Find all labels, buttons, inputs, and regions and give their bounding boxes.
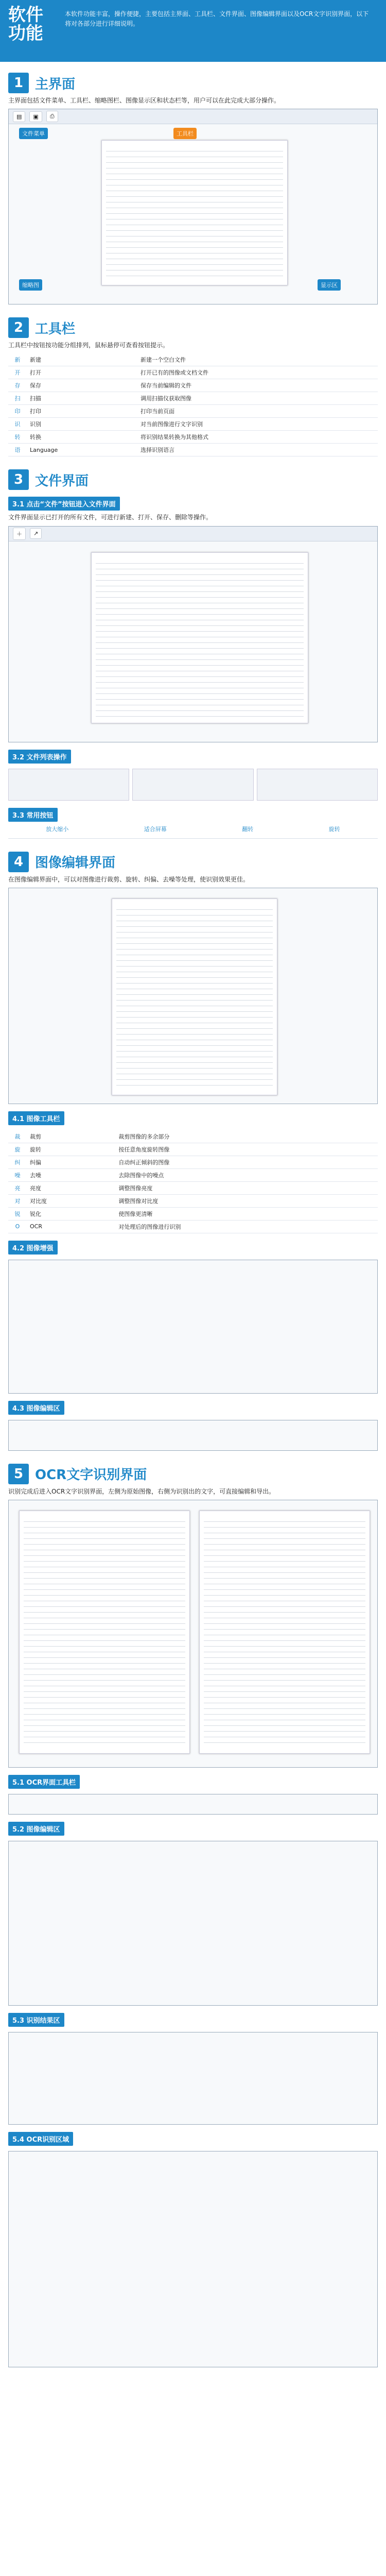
item-icon: 转 <box>8 431 27 444</box>
section-title-text: 文件界面 <box>35 473 89 489</box>
ocr-toolbar-screenshot <box>8 1794 378 1815</box>
section-title-text: 图像编辑界面 <box>35 855 116 871</box>
item-desc: 保存当前编辑的文件 <box>137 379 378 392</box>
section-main-desc: 主界面包括文件菜单、工具栏、缩略图栏、图像显示区和状态栏等，用户可以在此完成大部分操作。 <box>8 97 280 104</box>
callout-menu: 文件菜单 <box>19 128 48 139</box>
item-icon: 裁 <box>8 1130 27 1143</box>
brand-line2: 功能 <box>8 23 43 44</box>
sub-heading: 3.1 点击“文件”按钮进入文件界面 <box>8 497 120 511</box>
item-desc: 裁剪图像的多余部分 <box>115 1130 378 1143</box>
sub-heading: 4.1 图像工具栏 <box>8 1111 64 1125</box>
ocr-result-screenshot <box>8 2032 378 2125</box>
list-item <box>8 1194 378 1207</box>
item-desc: 调整图像亮度 <box>115 1181 378 1194</box>
item-label: 新建 <box>27 353 137 366</box>
label: 适合屏幕 <box>144 825 167 833</box>
item-desc: 自动纠正倾斜的图像 <box>115 1156 378 1168</box>
section-main-title <box>0 70 386 96</box>
section-title-text: 工具栏 <box>35 321 76 337</box>
section-ocr-title <box>0 1461 386 1487</box>
recognized-text <box>199 1511 370 1754</box>
item-label: 旋转 <box>27 1143 115 1156</box>
item-icon: 识 <box>8 418 27 431</box>
list-item <box>8 405 378 418</box>
item-label: 打开 <box>27 366 137 379</box>
item-label: 打印 <box>27 405 137 418</box>
section-number: 3 <box>8 469 29 490</box>
toolbar-list <box>8 353 378 456</box>
item-desc: 调用扫描仪获取图像 <box>137 392 378 405</box>
document-preview <box>101 140 288 285</box>
sub-heading: 4.3 图像编辑区 <box>8 1401 64 1415</box>
label: 翻转 <box>242 825 254 833</box>
item-icon: 存 <box>8 379 27 392</box>
item-icon: 对 <box>8 1194 27 1207</box>
ocr-screenshot <box>8 1500 378 1768</box>
header <box>0 0 386 62</box>
file-screenshot <box>8 526 378 742</box>
item-label: 识别 <box>27 418 137 431</box>
label: 旋转 <box>328 825 340 833</box>
list-item <box>8 366 378 379</box>
item-desc: 对处理后的图像进行识别 <box>115 1220 378 1233</box>
item-desc: 去除图像中的噪点 <box>115 1168 378 1181</box>
section-number: 5 <box>8 1464 29 1484</box>
ocr-area-screenshot <box>8 2151 378 2367</box>
ocr-edit-screenshot <box>8 1841 378 2006</box>
file-toolbar <box>9 527 377 541</box>
source-image <box>19 1511 190 1754</box>
item-icon: O <box>8 1220 27 1233</box>
edit-tool-list <box>8 1130 378 1233</box>
item-icon: 开 <box>8 366 27 379</box>
section-file-title <box>0 467 386 493</box>
document-preview <box>91 552 308 723</box>
item-desc: 打开已有的图像或文档文件 <box>137 366 378 379</box>
list-item <box>8 1143 378 1156</box>
item-icon: 纠 <box>8 1156 27 1168</box>
section-file-desc: 文件界面显示已打开的所有文件，可进行新建、打开、保存、删除等操作。 <box>8 514 213 521</box>
list-item <box>8 353 378 366</box>
section-title-text: 主界面 <box>35 76 76 92</box>
toolbar-button[interactable]: ＋ <box>13 528 26 540</box>
list-item <box>8 1220 378 1233</box>
thumbnail[interactable] <box>132 769 253 801</box>
item-desc: 打印当前页面 <box>137 405 378 418</box>
item-desc: 调整图像对比度 <box>115 1194 378 1207</box>
list-item <box>8 1156 378 1168</box>
section-number: 1 <box>8 73 29 93</box>
document-preview <box>112 899 277 1095</box>
thumbnail[interactable] <box>8 769 129 801</box>
section-ocr-desc: 识别完成后进入OCR文字识别界面，左侧为原始图像，右侧为识别出的文字，可直接编辑和导出。 <box>8 1487 275 1495</box>
item-label: 转换 <box>27 431 137 444</box>
item-label: 纠偏 <box>27 1156 115 1168</box>
item-label: 裁剪 <box>27 1130 115 1143</box>
sub-heading: 3.2 文件列表操作 <box>8 750 71 764</box>
item-desc: 新建一个空白文件 <box>137 353 378 366</box>
brand-line1: 软件 <box>8 5 43 25</box>
brand-title <box>8 6 65 43</box>
list-item <box>8 431 378 444</box>
sub-heading: 5.4 OCR识别区域 <box>8 2132 73 2146</box>
section-edit-desc: 在图像编辑界面中，可以对图像进行裁剪、旋转、纠偏、去噪等处理，使识别效果更佳。 <box>8 875 250 883</box>
item-desc: 使图像更清晰 <box>115 1207 378 1220</box>
divider <box>8 838 378 839</box>
item-icon: 噪 <box>8 1168 27 1181</box>
callout-thumbs: 缩略图 <box>19 279 42 291</box>
item-label: Language <box>27 444 137 456</box>
toolbar-button[interactable]: ▤ <box>13 111 25 122</box>
item-label: 去噪 <box>27 1168 115 1181</box>
item-label: 保存 <box>27 379 137 392</box>
item-icon: 印 <box>8 405 27 418</box>
callout-view: 显示区 <box>318 279 341 291</box>
toolbar-button[interactable]: ⎙ <box>46 111 58 122</box>
toolbar-button[interactable]: ▣ <box>29 111 42 122</box>
list-item <box>8 444 378 456</box>
section-title-text: OCR文字识别界面 <box>35 1467 147 1483</box>
item-icon: 新 <box>8 353 27 366</box>
main-screenshot <box>8 109 378 304</box>
item-label: 扫描 <box>27 392 137 405</box>
section-toolbar-desc: 工具栏中按钮按功能分组排列，鼠标悬停可查看按钮提示。 <box>8 342 169 349</box>
section-number: 2 <box>8 317 29 338</box>
item-desc: 按任意角度旋转图像 <box>115 1143 378 1156</box>
callout-toolbar: 工具栏 <box>173 128 197 139</box>
item-icon: 锐 <box>8 1207 27 1220</box>
section-toolbar-title <box>0 315 386 341</box>
item-label: OCR <box>27 1220 115 1233</box>
list-item <box>8 418 378 431</box>
item-label: 亮度 <box>27 1181 115 1194</box>
item-icon: 亮 <box>8 1181 27 1194</box>
sub-heading: 5.2 图像编辑区 <box>8 1822 64 1836</box>
item-label: 对比度 <box>27 1194 115 1207</box>
item-label: 锐化 <box>27 1207 115 1220</box>
enhance-screenshot <box>8 1260 378 1394</box>
list-item <box>8 392 378 405</box>
item-desc: 选择识别语言 <box>137 444 378 456</box>
list-item <box>8 1168 378 1181</box>
edit-screenshot <box>8 888 378 1104</box>
item-desc: 对当前图像进行文字识别 <box>137 418 378 431</box>
label-row <box>8 825 378 833</box>
item-icon: 语 <box>8 444 27 456</box>
list-item <box>8 1207 378 1220</box>
toolbar-button[interactable]: ↗ <box>30 528 42 539</box>
sub-heading: 5.1 OCR界面工具栏 <box>8 1775 80 1789</box>
edit-area-screenshot <box>8 1420 378 1451</box>
sub-heading: 3.3 常用按钮 <box>8 808 58 822</box>
main-toolbar <box>9 109 377 124</box>
label: 放大缩小 <box>46 825 69 833</box>
sub-heading: 4.2 图像增强 <box>8 1241 58 1255</box>
item-icon: 旋 <box>8 1143 27 1156</box>
section-number: 4 <box>8 852 29 872</box>
list-item <box>8 379 378 392</box>
thumbnail[interactable] <box>257 769 378 801</box>
thumbnail-row <box>8 769 378 801</box>
sub-heading: 5.3 识别结果区 <box>8 2013 64 2027</box>
list-item <box>8 1130 378 1143</box>
header-intro: 本软件功能丰富，操作便捷，主要包括主界面、工具栏、文件界面、图像编辑界面以及OCR文字识别界面，以下将对各部分进行详细说明。 <box>65 10 369 27</box>
section-edit-title <box>0 849 386 875</box>
list-item <box>8 1181 378 1194</box>
item-icon: 扫 <box>8 392 27 405</box>
item-desc: 将识别结果转换为其他格式 <box>137 431 378 444</box>
